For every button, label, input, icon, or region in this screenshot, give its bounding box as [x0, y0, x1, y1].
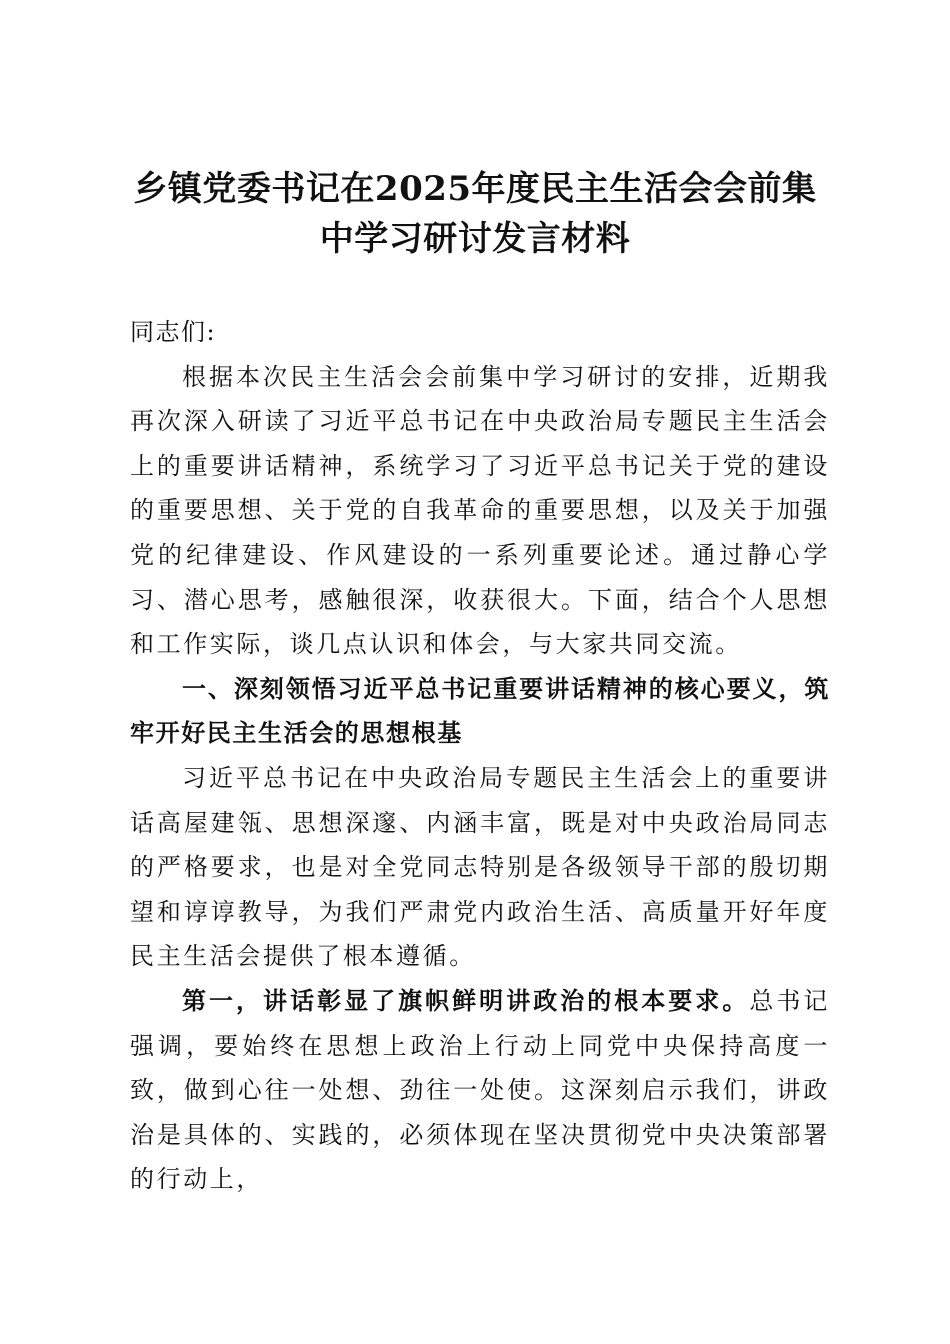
document-body [130, 310, 830, 1202]
salutation: 同志们: [130, 318, 217, 346]
document-title [100, 164, 850, 264]
point-1-paragraph [130, 979, 830, 1202]
point-1-text: 总书记强调，要始终在思想上政治上行动上同党中央保持高度一致，做到心往一处想、劲往一处使。这深刻启示我们，讲政治是具体的、实践的，必须体现在坚决贯彻党中央决策部署的行动上， [130, 986, 830, 1194]
title-line-2: 中学习研讨发言材料 [319, 219, 631, 259]
section-1-paragraph: 习近平总书记在中央政治局专题民主生活会上的重要讲话高屋建瓴、思想深邃、内涵丰富，既是对中央政治局同志的严格要求，也是对全党同志特别是各级领导干部的殷切期望和谆谆教导，为我们严肃党内政治生活、高质量开好年度民主生活会提供了根本遵循。 [130, 763, 830, 971]
title-line-1: 乡镇党委书记在2025年度民主生活会会前集 [133, 169, 817, 209]
intro-paragraph: 根据本次民主生活会会前集中学习研讨的安排，近期我再次深入研读了习近平总书记在中央政治局专题民主生活会上的重要讲话精神，系统学习了习近平总书记关于党的建设的重要思想、关于党的自我革命的重要思想，以及关于加强党的纪律建设、作风建设的一系列重要论述。通过静心学习、潜心思考，感触很深，收获很大。下面，结合个人思想和工作实际，谈几点认识和体会，与大家共同交流。 [130, 362, 830, 659]
section-1-heading: 一、深刻领悟习近平总书记重要讲话精神的核心要义，筑牢开好民主生活会的思想根基 [130, 674, 830, 748]
point-1-lead: 第一，讲话彰显了旗帜鲜明讲政治的根本要求。 [182, 985, 750, 1015]
